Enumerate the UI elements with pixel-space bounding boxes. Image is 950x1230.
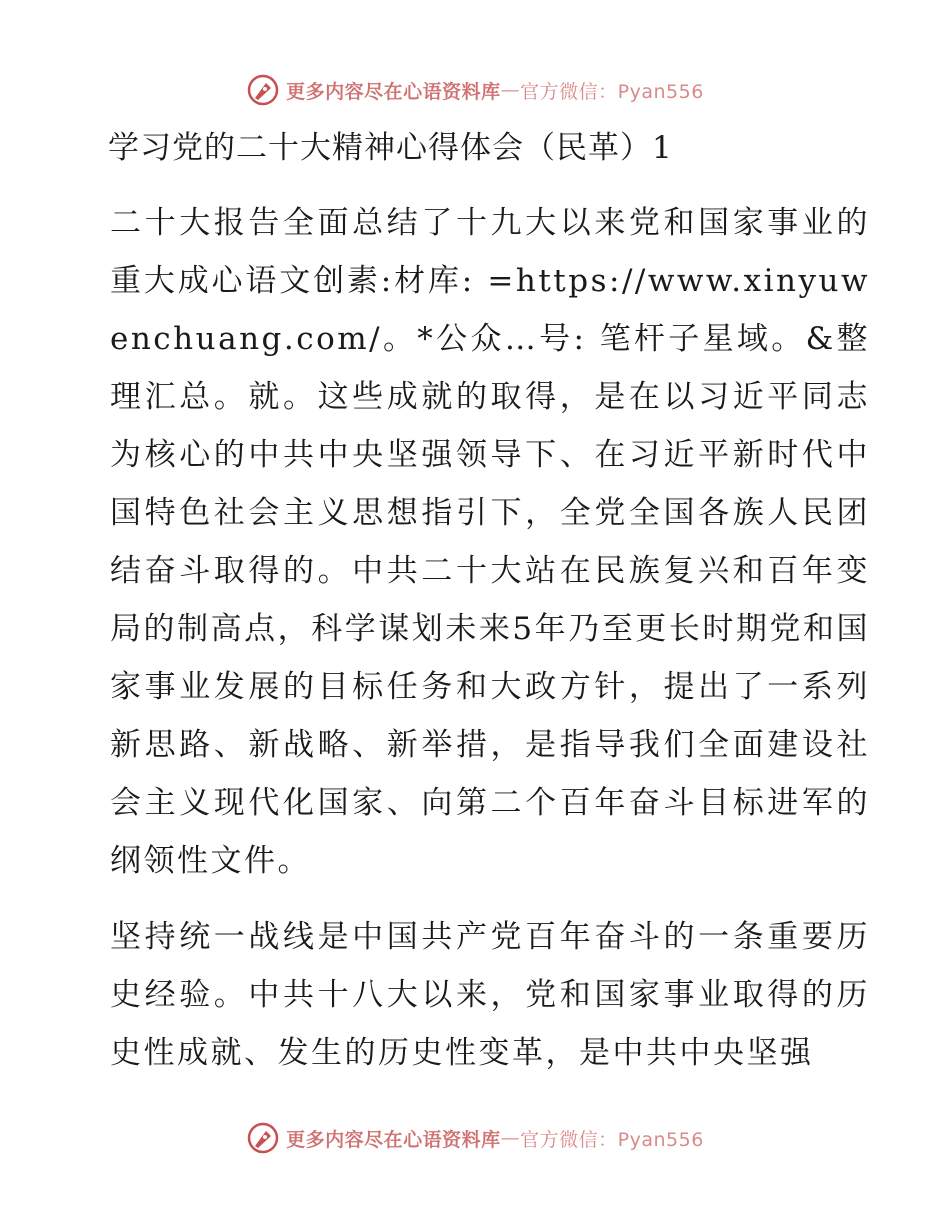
watermark-separator: — bbox=[500, 1127, 521, 1149]
watermark-separator: — bbox=[500, 79, 521, 101]
paragraph-2: 坚持统一战线是中国共产党百年奋斗的一条重要历史经验。中共十八大以来，党和国家事业取得的历史性成就、发生的历史性变革，是中共中央坚强 bbox=[110, 919, 870, 1071]
watermark-suffix: 官方微信：Pyan556 bbox=[520, 80, 704, 103]
watermark-footer bbox=[0, 1118, 950, 1158]
watermark-main-text: 更多内容尽在心语资料库 bbox=[286, 1128, 501, 1151]
watermark-suffix: 官方微信：Pyan556 bbox=[520, 1128, 704, 1151]
pen-nib-logo-icon bbox=[246, 1121, 280, 1155]
pen-nib-logo-icon bbox=[246, 73, 280, 107]
paragraph-1: 二十大报告全面总结了十九大以来党和国家事业的重大成心语文创素:材库: =https://www.xinyuwenchuang.com/。*公众…号: 笔杆子星域。&整理汇总。就。这些成就的取得，是在以习近平同志为核心的中共中央坚强领导下、在习近平新时代中国特色社会主义思想指引下，全党全国各族人民团结奋斗取得的。中共二十大站在民族复兴和百年变局的制高点，科学谋划未来5年乃至更长时期党和国家事业发展的目标任务和大政方针，提出了一系列新思路、新战略、新举措，是指导我们全面建设社会主义现代化国家、向第二个百年奋斗目标进军的纲领性文件。 bbox=[110, 205, 870, 879]
document-title: 学习党的二十大精神心得体会（民革）1 bbox=[108, 130, 673, 166]
watermark-main-text: 更多内容尽在心语资料库 bbox=[286, 80, 501, 103]
watermark-header bbox=[0, 70, 950, 110]
